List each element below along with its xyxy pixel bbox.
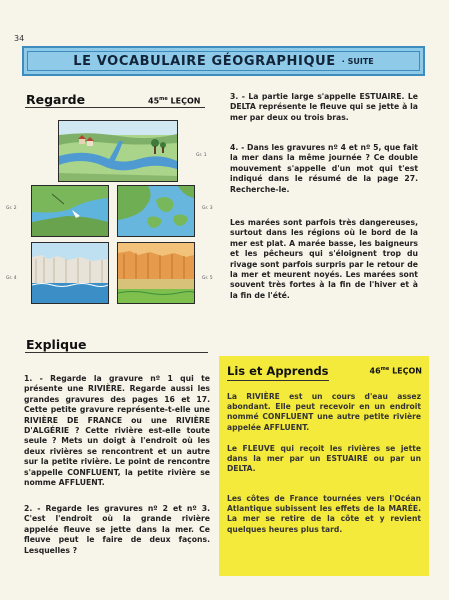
page-title-suite: · SUITE: [341, 56, 374, 66]
lesson-46-label: [370, 366, 422, 376]
lis-et-apprends-box: [219, 356, 429, 576]
lis-paragraph-2: Le FLEUVE qui reçoit les rivières se jette dans la mer par un ESTUAIRE ou par un DELTA.: [227, 444, 421, 474]
gravure-2-image: [31, 185, 109, 237]
gravure-1-image: [58, 120, 178, 182]
lesson-45-text: LEÇON: [170, 96, 201, 106]
right-paragraph-2: 4. - Dans les gravures nº 4 et nº 5, que fait la mer dans la même journée ? Ce double mouvement s'appelle d'un mot qui t'est indiqué dans le résumé de la page 27. Recherche-le.: [230, 143, 418, 194]
regarde-underline: [25, 107, 205, 108]
explique-underline: [25, 352, 208, 353]
gravure-4-label: Gr. 4: [6, 276, 17, 281]
gravure-5-label: Gr. 5: [202, 276, 213, 281]
explique-heading: Explique: [26, 337, 87, 352]
lis-et-apprends-title: Lis et Apprends: [227, 364, 329, 378]
right-paragraph-3: Les marées sont parfois très dangereuses, surtout dans les régions où le bord de la mer est plat. A marée basse, les baigneurs et les pêcheurs qui s'éloignent trop du rivage sont parfois surpris par le retour de la mer et meurent noyés. Les marées sont souvent très fortes à la fin de l'hiver et à la fin de l'été.: [230, 218, 418, 300]
lesson-45-label: [148, 96, 200, 106]
lis-header: [227, 364, 422, 380]
right-paragraph-1: 3. - La partie large s'appelle ESTUAIRE. Le DELTA représente le fleuve qui se jette à la mer par deux ou trois bras.: [230, 92, 418, 122]
lis-title-underline: [227, 380, 329, 381]
title-banner-inner: [27, 51, 420, 71]
gravure-3-image: [117, 185, 195, 237]
lis-paragraph-1: La RIVIÈRE est un cours d'eau assez abondant. Elle peut recevoir en un endroit nommé CONFLUENT une autre petite rivière appelée AFFLUENT.: [227, 392, 421, 432]
page-title: LE VOCABULAIRE GÉOGRAPHIQUE: [73, 53, 336, 69]
lesson-46-text: LEÇON: [392, 366, 422, 376]
gravure-3-label: Gr. 3: [202, 206, 213, 211]
lesson-45-number: 45: [148, 96, 160, 106]
lesson-46-number: 46: [369, 366, 381, 376]
regarde-heading: Regarde: [26, 92, 86, 107]
gravure-4-image: [31, 242, 109, 304]
explique-paragraph-1: 1. - Regarde la gravure nº 1 qui te présente une RIVIÈRE. Regarde aussi les grandes gravures des pages 16 et 17. Cette petite gravure représente-t-elle une RIVIÈRE DE FRANCE ou une RIVIÈRE D'ALGÉRIE ? Cette rivière est-elle toute seule ? Mets un doigt à l'endroit où les deux rivières se rencontrent et un autre sur la petite rivière. Le point de rencontre s'appelle CONFLUENT, la petite rivière se nomme AFFLUENT.: [24, 374, 210, 488]
title-banner: [22, 46, 425, 76]
gravure-2-label: Gr. 2: [6, 206, 17, 211]
lesson-46-sup: me: [380, 366, 390, 372]
explique-paragraph-2: 2. - Regarde les gravures nº 2 et nº 3. C'est l'endroit où la grande rivière appelée fleuve se jette dans la mer. Ce fleuve peut le faire de deux façons. Lesquelles ?: [24, 504, 210, 555]
gravure-5-image: [117, 242, 195, 304]
lesson-45-sup: me: [159, 96, 168, 102]
lis-paragraph-3: Les côtes de France tournées vers l'Océan Atlantique subissent les effets de la MARÉE. La mer se retire de la côte et y revient quelques heures plus tard.: [227, 494, 421, 534]
page-number: 34: [14, 34, 25, 43]
gravure-1-label: Gr. 1: [196, 153, 207, 158]
